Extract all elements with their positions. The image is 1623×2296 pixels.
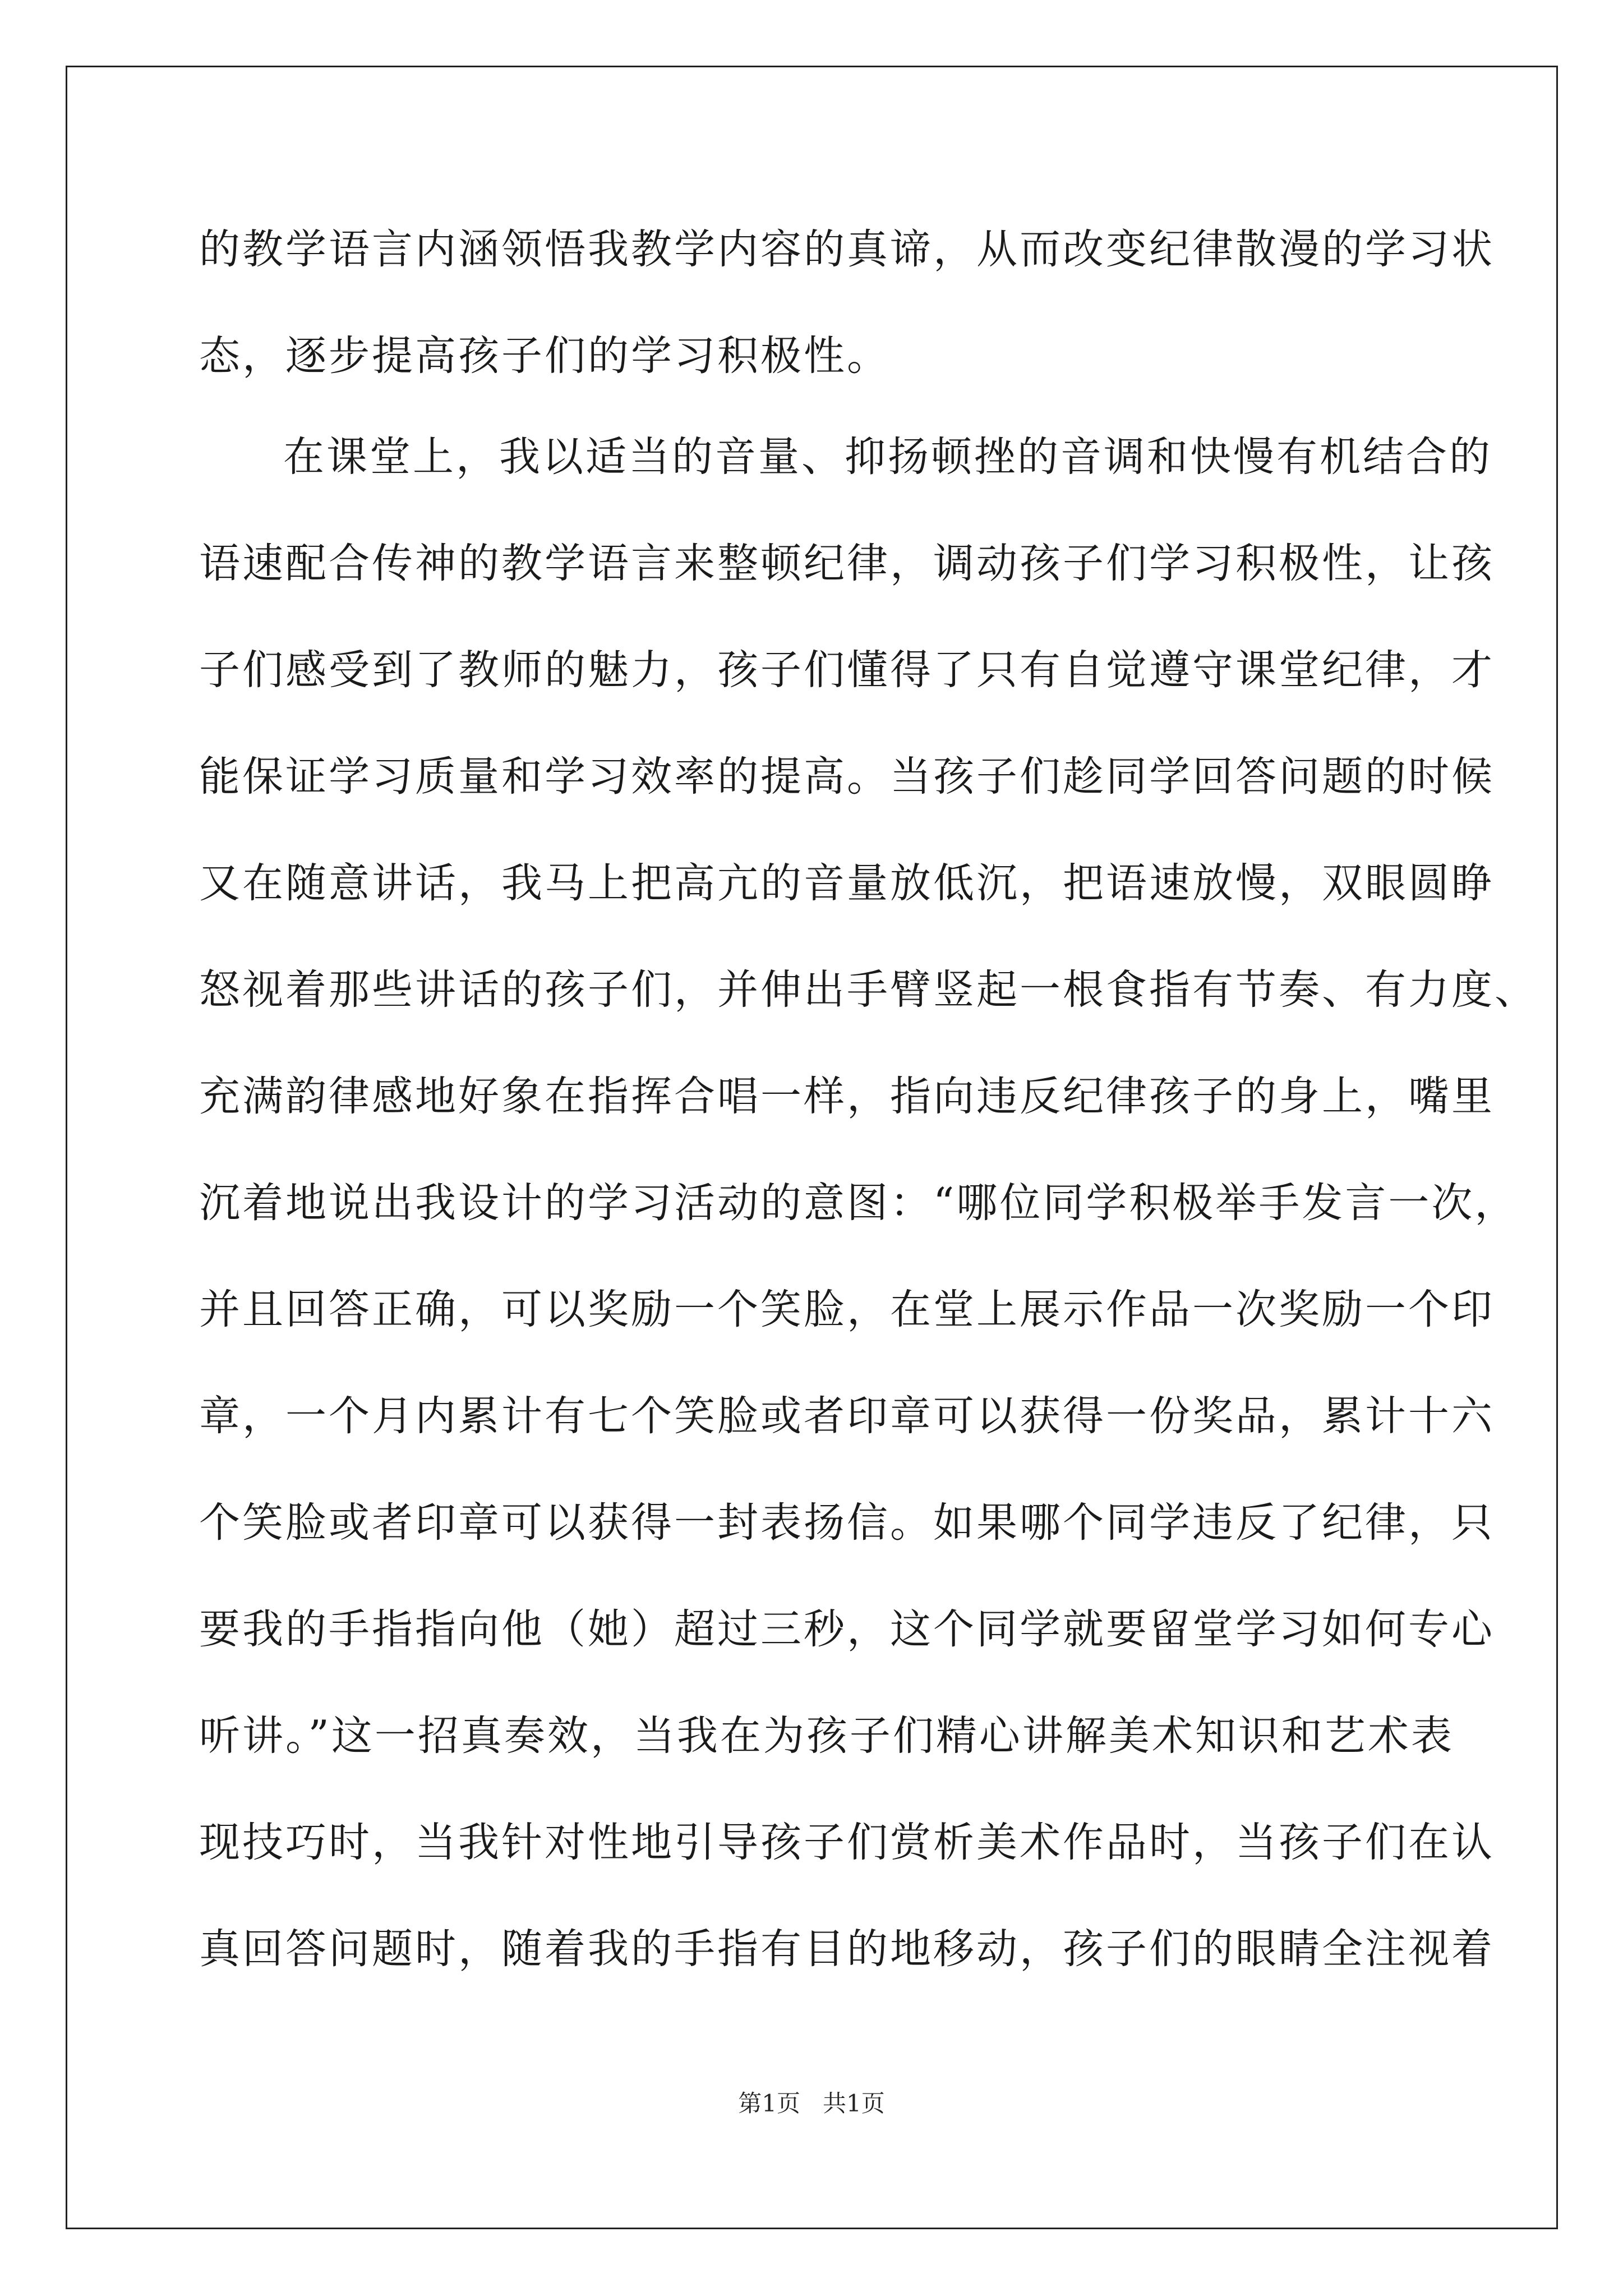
body-line-1: 的教学语言内涵领悟我教学内容的真谛，从而改变纪律散漫的学习状	[199, 226, 1495, 273]
body-line-5: 子们感受到了教师的魅力，孩子们懂得了只有自觉遵守课堂纪律，才	[199, 646, 1495, 694]
document-body	[199, 208, 1538, 2014]
body-line-14: 要我的手指指向他（她）超过三秒，这个同学就要留堂学习如何专心	[199, 1605, 1495, 1653]
body-line-4: 语速配合传神的教学语言来整顿纪律，调动孩子们学习积极性，让孩	[199, 540, 1495, 587]
body-line-10: 沉着地说出我设计的学习活动的意图：“哪位同学积极举手发言一次，	[199, 1179, 1518, 1227]
body-line-16: 现技巧时，当我针对性地引导孩子们赏析美术作品时，当孩子们在认	[199, 1819, 1495, 1866]
body-line-8: 怒视着那些讲话的孩子们，并伸出手臂竖起一根食指有节奏、有力度、	[199, 966, 1538, 1014]
page-number-footer: 第1页 共1页	[738, 2090, 885, 2117]
body-line-15: 听讲。”这一招真奏效，当我在为孩子们精心讲解美术知识和艺术表	[199, 1712, 1454, 1760]
body-line-9: 充满韵律感地好象在指挥合唱一样，指向违反纪律孩子的身上，嘴里	[199, 1073, 1495, 1120]
body-line-12: 章，一个月内累计有七个笑脸或者印章可以获得一份奖品，累计十六	[199, 1392, 1495, 1440]
body-line-7: 又在随意讲话，我马上把高亢的音量放低沉，把语速放慢，双眼圆睁	[199, 859, 1495, 907]
body-line-2: 态，逐步提高孩子们的学习积极性。	[199, 332, 890, 380]
body-line-13: 个笑脸或者印章可以获得一封表扬信。如果哪个同学违反了纪律，只	[199, 1499, 1495, 1547]
body-line-6: 能保证学习质量和学习效率的提高。当孩子们趁同学回答问题的时候	[199, 753, 1495, 800]
body-line-17: 真回答问题时，随着我的手指有目的地移动，孩子们的眼睛全注视着	[199, 1925, 1495, 1973]
body-line-11: 并且回答正确，可以奖励一个笑脸，在堂上展示作品一次奖励一个印	[199, 1286, 1495, 1333]
body-line-3: 在课堂上，我以适当的音量、抑扬顿挫的音调和快慢有机结合的	[283, 433, 1492, 481]
